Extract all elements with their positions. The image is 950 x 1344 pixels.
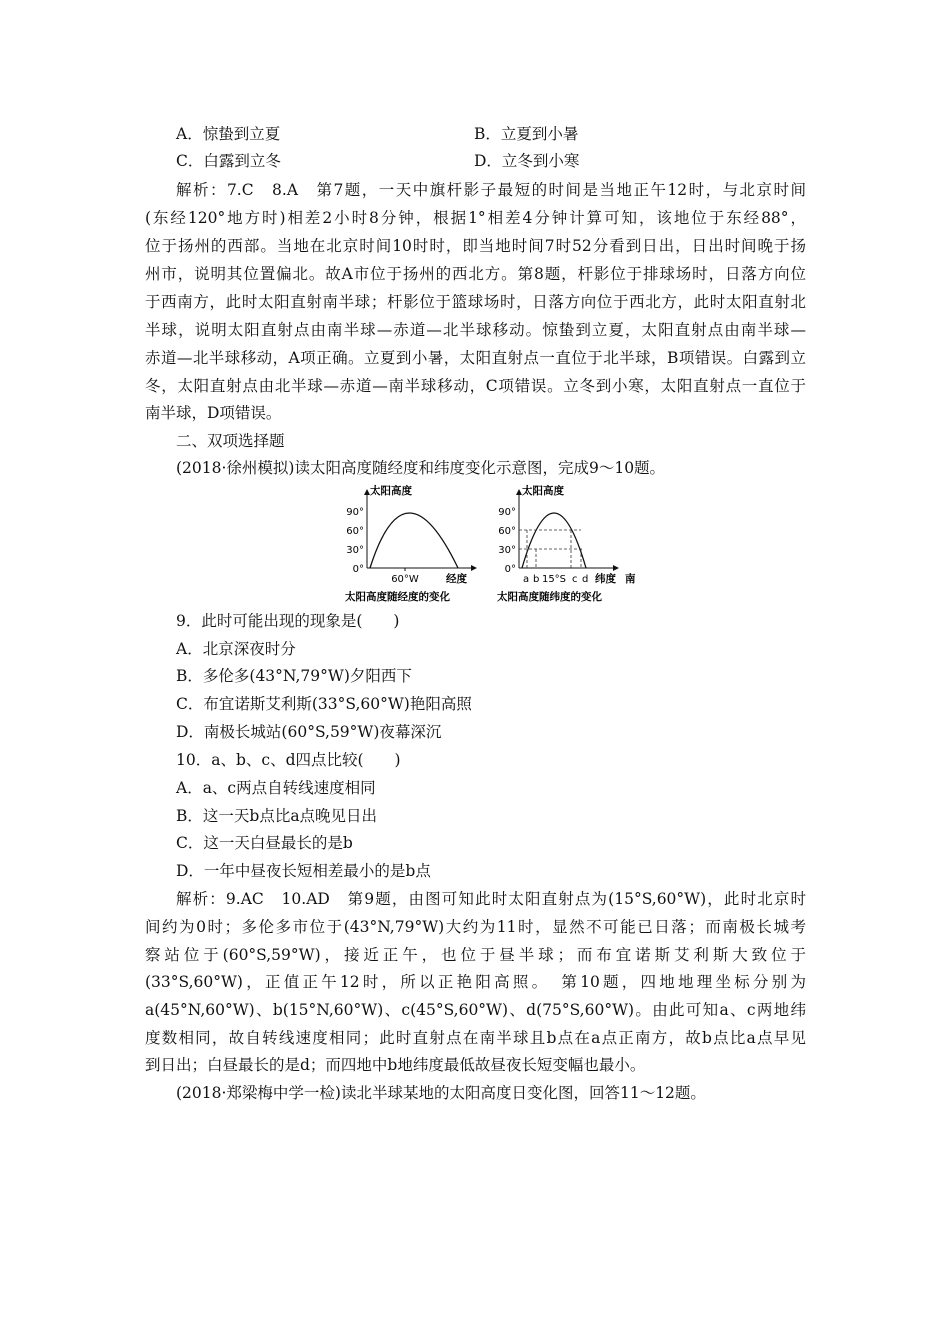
q10-stem: 10．a、b、c、d四点比较( ) <box>176 751 401 769</box>
left-y-tick: 0° <box>352 564 364 575</box>
q9-option-c: C．布宜诺斯艾利斯(33°S,60°W)艳阳高照 <box>176 695 472 713</box>
analysis2-line: 解析：9.AC 10.AD 第9题，由图可知此时太阳直射点为(15°S,60°W)，此时北京时 <box>176 890 806 908</box>
analysis1-line: 州市，说明其位置偏北。故A市位于扬州的西北方。第8题，杆影位于排球场时，日落方向位 <box>145 265 806 283</box>
section-title: 二、双项选择题 <box>176 432 285 450</box>
q9-option-a: A．北京深夜时分 <box>176 640 296 658</box>
right-x-tick-c: c <box>572 574 578 585</box>
analysis1-line: 冬，太阳直射点由北半球—赤道—南半球移动，C项错误。立冬到小寒，太阳直射点一直位于 <box>145 377 806 395</box>
right-x-tick-d: d <box>582 574 589 585</box>
q10-option-d: D．一年中昼夜长短相差最小的是b点 <box>176 862 431 880</box>
analysis1-line: 赤道—北半球移动，A项正确。立夏到小暑，太阳直射点一直位于北半球，B项错误。白露到立 <box>145 349 806 367</box>
analysis1-line: 南半球，D项错误。 <box>145 404 282 422</box>
sun-altitude-figure <box>340 482 660 608</box>
left-chart <box>345 484 476 603</box>
analysis2-line: (33°S,60°W)，正值正午12时，所以正艳阳高照。 第10题，四地地理坐标分别为 <box>145 973 806 991</box>
right-y-tick: 60° <box>498 526 516 537</box>
analysis1-line: 位于扬州的西部。当地在北京时间10时时，即当地时间7时52分看到日出，日出时间晚于扬 <box>145 237 806 255</box>
left-y-tick: 60° <box>346 526 364 537</box>
right-x-tick-15s: 15°S <box>541 574 567 585</box>
left-y-label: 太阳高度 <box>370 485 412 497</box>
analysis2-line: 到日出；白昼最长的是d；而四地中b地纬度最低故昼夜长短变幅也最小。 <box>145 1056 646 1074</box>
right-chart <box>497 484 636 603</box>
right-altitude-curve <box>522 513 586 568</box>
left-x-label: 经度 <box>446 573 467 585</box>
q9-option-d: D．南极长城站(60°S,59°W)夜幕深沉 <box>176 723 442 741</box>
q8-option-a: A．惊蛰到立夏 <box>176 125 281 143</box>
right-x-label: 纬度 <box>595 573 616 585</box>
analysis2-line: 察站位于(60°S,59°W)，接近正午，也位于昼半球；而布宜诺斯艾利斯大致位于 <box>145 946 806 964</box>
q8-options-row-2 <box>176 151 796 171</box>
right-x-tick-a: a <box>523 574 530 585</box>
q9-stem: 9．此时可能出现的现象是( ) <box>176 612 400 630</box>
analysis2-line: a(45°N,60°W)、b(15°N,60°W)、c(45°S,60°W)、d(75°S,60°W)。由此可知a、c两地纬 <box>145 1001 806 1019</box>
analysis1-line: 半球，说明太阳直射点由南半球—赤道—北半球移动。惊蛰到立夏，太阳直射点由南半球— <box>145 321 806 339</box>
q10-option-b: B．这一天b点比a点晚见日出 <box>176 807 378 825</box>
intro-q11-12: (2018·郑梁梅中学一检)读北半球某地的太阳高度日变化图，回答11～12题。 <box>176 1084 706 1102</box>
q8-option-c: C．白露到立冬 <box>176 152 281 170</box>
left-y-tick: 30° <box>346 545 364 556</box>
sun-altitude-charts <box>340 482 660 608</box>
right-y-tick: 0° <box>504 564 516 575</box>
q8-option-b: B．立夏到小暑 <box>474 125 579 143</box>
right-y-tick: 30° <box>498 545 516 556</box>
analysis1-line: 于西南方，此时太阳直射南半球；杆影位于篮球场时，日落方向位于西北方，此时太阳直射北 <box>145 293 806 311</box>
right-x-direction: 南 <box>625 573 636 585</box>
right-y-tick: 90° <box>498 507 516 518</box>
right-x-tick-b: b <box>533 574 540 585</box>
intro-q9-10: (2018·徐州模拟)读太阳高度随经度和纬度变化示意图，完成9～10题。 <box>176 459 666 477</box>
q10-option-a: A．a、c两点自转线速度相同 <box>176 779 376 797</box>
right-caption: 太阳高度随纬度的变化 <box>497 591 602 603</box>
q8-options-row-1 <box>176 124 796 144</box>
analysis1-line: 解析：7.C 8.A 第7题，一天中旗杆影子最短的时间是当地正午12时，与北京时间 <box>176 181 806 199</box>
analysis2-line: 间约为0时；多伦多市位于(43°N,79°W)大约为11时，显然不可能已日落；而南极长城考 <box>145 918 806 936</box>
right-y-label: 太阳高度 <box>522 485 564 497</box>
left-x-tick: 60°W <box>391 574 419 585</box>
analysis1-line: (东经120°地方时)相差2小时8分钟，根据1°相差4分钟计算可知，该地位于东经88°， <box>145 209 806 227</box>
analysis2-line: 度数相同，故自转线速度相同；此时直射点在南半球且b点在a点正南方，故b点比a点早见 <box>145 1029 806 1047</box>
left-altitude-curve <box>370 513 458 568</box>
left-y-tick: 90° <box>346 507 364 518</box>
q10-option-c: C．这一天白昼最长的是b <box>176 834 353 852</box>
q8-option-d: D．立冬到小寒 <box>474 152 580 170</box>
q9-option-b: B．多伦多(43°N,79°W)夕阳西下 <box>176 667 412 685</box>
left-caption: 太阳高度随经度的变化 <box>345 591 450 603</box>
